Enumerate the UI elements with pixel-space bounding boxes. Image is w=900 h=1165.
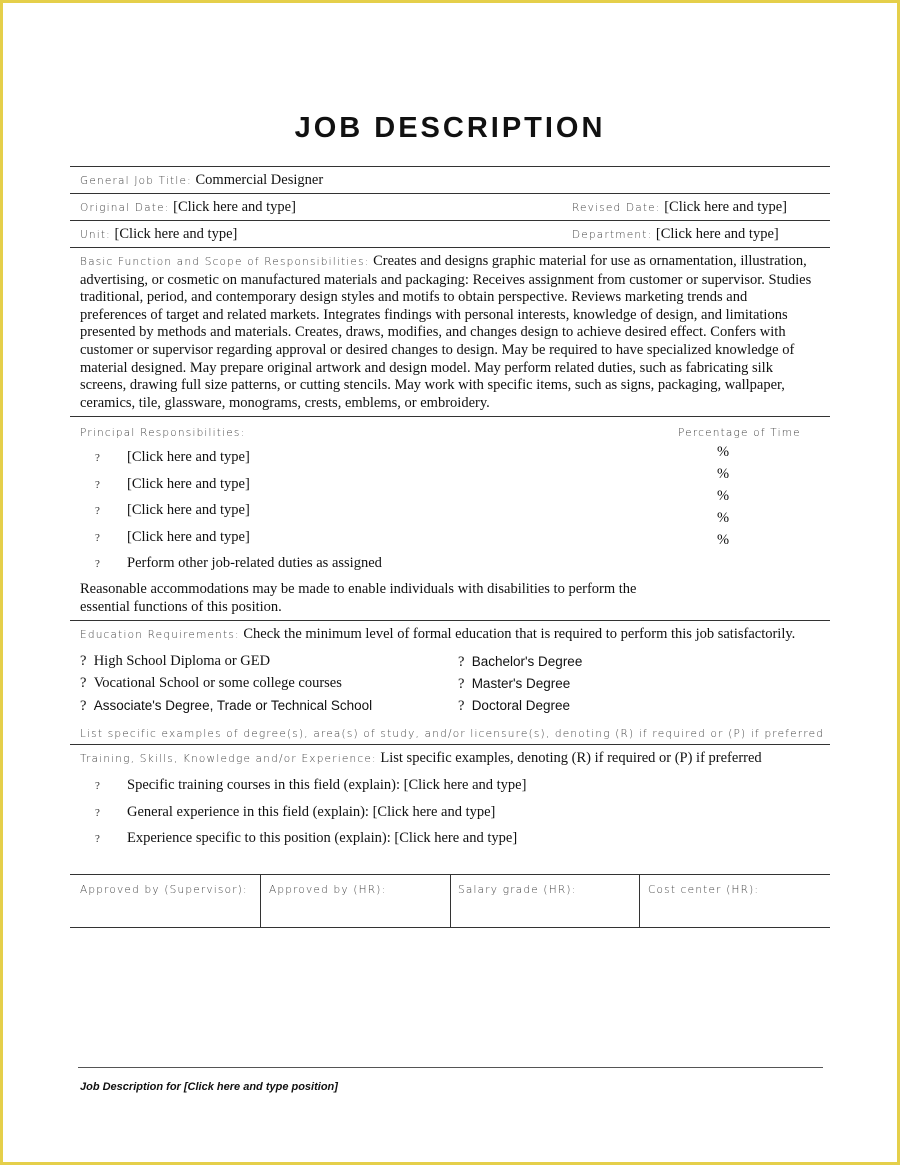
general-job-title-label: General Job Title: bbox=[80, 175, 192, 187]
training-row bbox=[80, 750, 762, 768]
responsibility-text: Perform other job-related duties as assigned bbox=[127, 555, 382, 571]
approved-by-hr-field[interactable]: Approved by (HR): bbox=[269, 884, 387, 896]
revised-date-row bbox=[572, 199, 787, 217]
checkbox-icon[interactable]: ? bbox=[80, 653, 87, 669]
general-job-title-row bbox=[80, 172, 323, 190]
original-date-label: Original Date: bbox=[80, 202, 170, 214]
bullet-icon: ? bbox=[95, 558, 100, 570]
percent-field[interactable]: % bbox=[717, 532, 730, 548]
training-text: List specific examples, denoting (R) if required or (P) if preferred bbox=[380, 750, 762, 766]
basic-function-section bbox=[80, 253, 815, 412]
table-divider bbox=[260, 874, 261, 927]
accommodation-note: Reasonable accommodations may be made to enable individuals with disabilities to perform the essential functions of this position. bbox=[80, 581, 637, 615]
divider bbox=[70, 416, 830, 417]
checkbox-icon[interactable]: ? bbox=[458, 698, 465, 714]
education-option[interactable]: ? Bachelor's Degree bbox=[458, 654, 583, 670]
divider bbox=[70, 744, 830, 745]
education-option[interactable]: ? Doctoral Degree bbox=[458, 698, 570, 714]
footer-text: Job Description for [Click here and type position] bbox=[80, 1081, 338, 1093]
bullet-icon: ? bbox=[95, 807, 100, 819]
divider bbox=[70, 166, 830, 167]
original-date-field[interactable]: [Click here and type] bbox=[173, 199, 296, 215]
divider bbox=[70, 620, 830, 621]
responsibility-field[interactable]: [Click here and type] bbox=[127, 529, 250, 545]
unit-label: Unit: bbox=[80, 229, 111, 241]
footer-divider bbox=[78, 1067, 823, 1068]
table-divider bbox=[450, 874, 451, 927]
basic-function-label: Basic Function and Scope of Responsibilities: bbox=[80, 256, 370, 268]
checkbox-icon[interactable]: ? bbox=[458, 654, 465, 670]
original-date-row bbox=[80, 199, 296, 217]
education-option[interactable]: ? Vocational School or some college courses bbox=[80, 675, 342, 691]
training-item[interactable]: Experience specific to this position (explain): [Click here and type] bbox=[127, 830, 518, 846]
responsibility-field[interactable]: [Click here and type] bbox=[127, 476, 250, 492]
cost-center-field[interactable]: Cost center (HR): bbox=[648, 884, 760, 896]
responsibility-field[interactable]: [Click here and type] bbox=[127, 449, 250, 465]
education-note: List specific examples of degree(s), area(s) of study, and/or licensure(s), denoting (R) if required or (P) if preferred bbox=[80, 728, 825, 740]
percent-field[interactable]: % bbox=[717, 488, 730, 504]
training-label: Training, Skills, Knowledge and/or Experience: bbox=[80, 753, 377, 765]
training-item[interactable]: Specific training courses in this field (explain): [Click here and type] bbox=[127, 777, 527, 793]
percent-field[interactable]: % bbox=[717, 510, 730, 526]
bullet-icon: ? bbox=[95, 452, 100, 464]
table-divider bbox=[639, 874, 640, 927]
unit-field[interactable]: [Click here and type] bbox=[114, 226, 238, 242]
principal-responsibilities-label: Principal Responsibilities: bbox=[80, 427, 246, 439]
training-item[interactable]: General experience in this field (explain): [Click here and type] bbox=[127, 804, 496, 820]
education-row bbox=[80, 626, 795, 644]
education-label: Education Requirements: bbox=[80, 629, 240, 641]
percent-field[interactable]: % bbox=[717, 466, 730, 482]
divider bbox=[70, 220, 830, 221]
unit-row bbox=[80, 226, 237, 244]
divider bbox=[70, 193, 830, 194]
bullet-icon: ? bbox=[95, 833, 100, 845]
checkbox-icon[interactable]: ? bbox=[458, 676, 465, 692]
bullet-icon: ? bbox=[95, 505, 100, 517]
department-row bbox=[572, 226, 779, 244]
responsibility-field[interactable]: [Click here and type] bbox=[127, 502, 250, 518]
bullet-icon: ? bbox=[95, 479, 100, 491]
salary-grade-field[interactable]: Salary grade (HR): bbox=[458, 884, 577, 896]
department-field[interactable]: [Click here and type] bbox=[655, 226, 779, 242]
approved-by-supervisor-field[interactable]: Approved by (Supervisor): bbox=[80, 884, 248, 896]
percentage-of-time-label: Percentage of Time bbox=[678, 427, 801, 439]
divider bbox=[70, 927, 830, 928]
bullet-icon: ? bbox=[95, 780, 100, 792]
education-option[interactable]: ? Associate's Degree, Trade or Technical School bbox=[80, 698, 373, 714]
bullet-icon: ? bbox=[95, 532, 100, 544]
divider bbox=[70, 247, 830, 248]
education-option[interactable]: ? Master's Degree bbox=[458, 676, 571, 692]
department-label: Department: bbox=[572, 229, 653, 241]
percent-field[interactable]: % bbox=[717, 444, 730, 460]
revised-date-label: Revised Date: bbox=[572, 202, 661, 214]
checkbox-icon[interactable]: ? bbox=[80, 675, 87, 691]
checkbox-icon[interactable]: ? bbox=[80, 698, 87, 714]
basic-function-text: Creates and designs graphic material for use as ornamentation, illustration, advertising, or cosmetic on manufactured materials and packaging: Receives assignment from customer or supervisor. Studies traditional, period, and contemporary design styles and motifs to obtain perspective. Reviews marketing trends and preferences of target and related markets. Integrates findings with personal interests, knowledge of design, and limitations presented by methods and materials. Creates, draws, modifies, and changes design to achieve desired effect. Confers with customer or supervisor regarding approval or desired changes to design. May be required to have specialized knowledge of material designed. May prepare original artwork and design model. May perform related duties, such as fabricating silk screens, drawing full size patterns, or cutting stencils. May work with specific items, such as signs, packaging, wallpaper, ceramics, tile, glassware, monograms, crests, emblems, or embroidery. bbox=[80, 253, 812, 411]
page-title: JOB DESCRIPTION bbox=[294, 112, 606, 144]
education-text: Check the minimum level of formal education that is required to perform this job satisfactorily. bbox=[243, 626, 796, 642]
education-option[interactable]: ? High School Diploma or GED bbox=[80, 653, 271, 669]
revised-date-field[interactable]: [Click here and type] bbox=[664, 199, 788, 215]
general-job-title-value[interactable]: Commercial Designer bbox=[195, 172, 324, 188]
